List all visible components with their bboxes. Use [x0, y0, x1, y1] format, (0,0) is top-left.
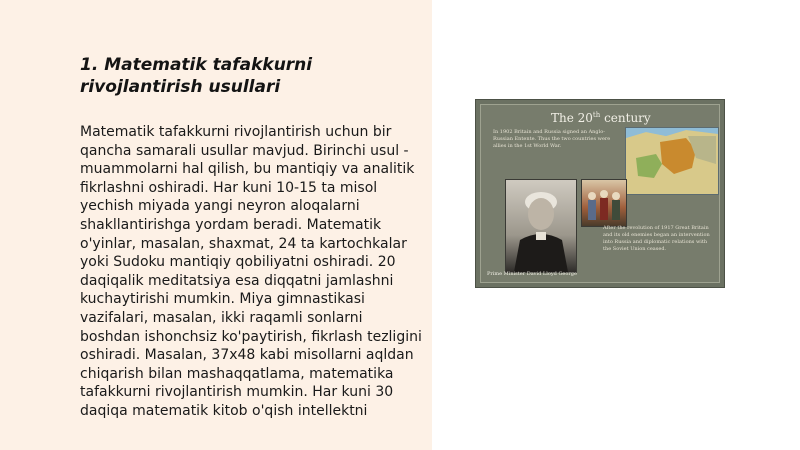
painting-picture [581, 179, 627, 227]
slide-caption-right: After the revolution of 1917 Great Britain and its old enemies began an intervention into Russia and diplomatic relations with the Soviet Union ceased. [603, 225, 710, 252]
painting-svg [582, 180, 626, 226]
slide-title-prefix: The 20 [551, 111, 593, 125]
section-heading: 1. Matematik tafakkurni rivojlantirish usullari [80, 55, 313, 97]
portrait-svg [506, 180, 576, 272]
history-slide-image [475, 99, 725, 288]
body-paragraph: Matematik tafakkurni rivojlantirish uchun bir qancha samarali usullar mavjud. Birinchi usul - muammolarni hal qilish, bu mantiqiy va analitik fikrlashni oshiradi. Har kuni 10-15 ta misol yechish miyada yangi neyron aloqalarni shakllantirishga yordam beradi. Matematik o'yinlar, masalan, shaxmat, 24 ta kartochkalar yoki Sudoku mantiqiy qobiliyatni oshiradi. 20 daqiqalik meditatsiya esa diqqatni jamlashni kuchaytirishi mumkin. Miya gimnastikasi vazifalari, masalan, ikki raqamli sonlarni boshdan ishonchsiz ko'paytirish, fikrlash tezligini oshiradi. Masalan, 37x48 kabi misollarni aqldan chiqarish bilan mashaqqatlama, matematika tafakkurni rivojlantirish mumkin. Har kuni 30 daqiqa matematik kitob o'qish intellektni [80, 124, 422, 419]
portrait-photo [505, 179, 577, 273]
slide-title-suffix: century [600, 111, 651, 125]
europe-map-svg [626, 128, 718, 194]
slide-title [551, 111, 651, 125]
slide-title-sup: th [592, 111, 601, 119]
slide-frame [480, 104, 720, 283]
slide-caption-top: In 1902 Britain and Russia signed an Anglo-Russian Entente. Thus the two countries were allies in the 1st World War. [493, 129, 611, 149]
europe-map-picture [625, 127, 719, 195]
slide-caption-bottom: Prime Minister David Lloyd George [487, 271, 577, 277]
